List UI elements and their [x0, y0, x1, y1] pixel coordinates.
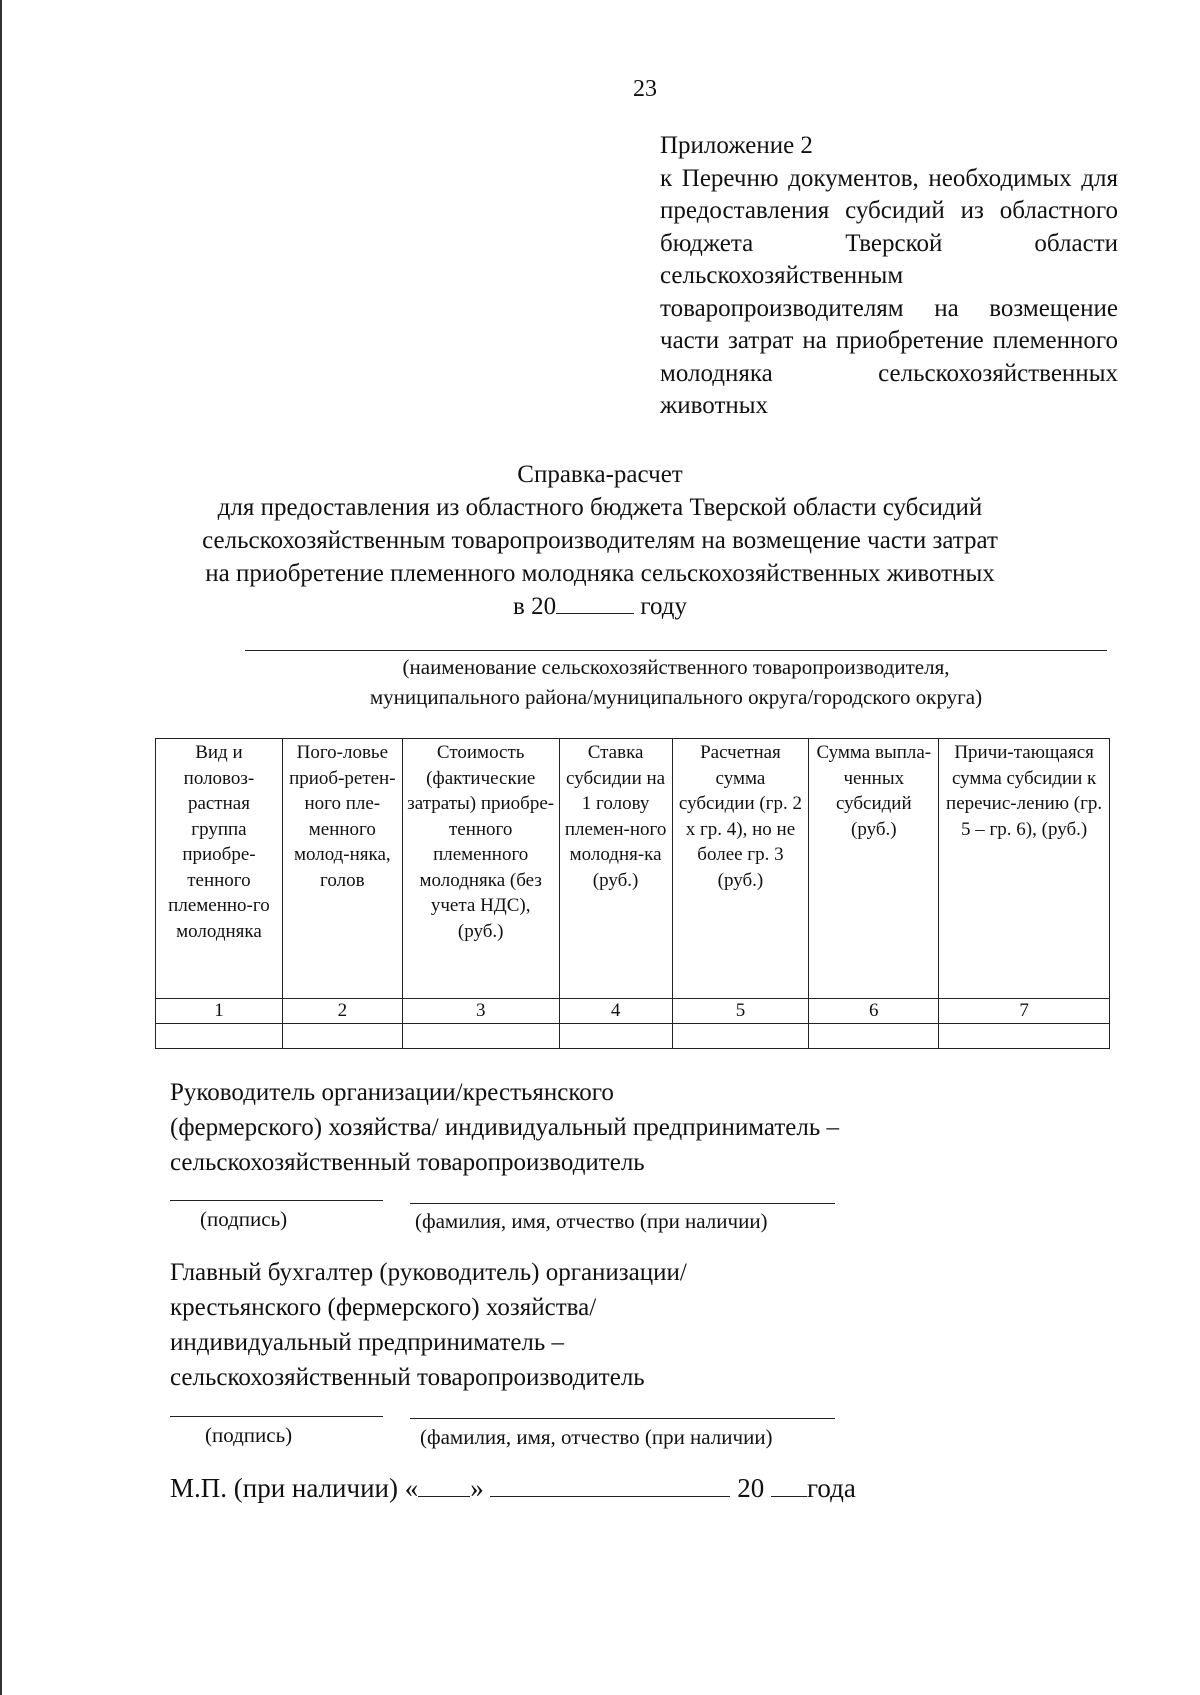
- caption-line: муниципального района/муниципального округа/городского округа): [369, 685, 983, 709]
- table-row: [156, 1024, 1110, 1049]
- column-number: 4: [559, 999, 672, 1024]
- year-prefix: 20: [737, 1473, 765, 1503]
- page-number: 23: [633, 76, 657, 102]
- signature-text-line: крестьянского (фермерского) хозяйства/: [170, 1294, 597, 1321]
- table-header-row: [156, 739, 1110, 999]
- heading-line: на приобретение племенного молодняка сельскохозяйственных животных: [205, 560, 995, 587]
- caption-line: (наименование сельскохозяйственного товаропроизводителя,: [402, 655, 950, 679]
- header-cell: Пого-ловье приоб-ретен-ного пле-менного молод-няка, голов: [282, 739, 402, 999]
- header-cell: Вид и половоз-растная группа приобре-тенного племенно-го молодняка: [156, 739, 283, 999]
- signature-caption: (подпись): [200, 1207, 288, 1231]
- table-cell[interactable]: [672, 1024, 809, 1049]
- header-cell: Причи-тающаяся сумма субсидии к перечис-лению (гр. 5 – гр. 6), (руб.): [939, 739, 1110, 999]
- column-number-row: [156, 999, 1110, 1024]
- table-cell[interactable]: [156, 1024, 283, 1049]
- signature-text-line: сельскохозяйственный товаропроизводитель: [170, 1364, 645, 1391]
- column-number: 1: [156, 999, 283, 1024]
- year-prefix: в 20: [513, 593, 557, 620]
- heading-line: сельскохозяйственным товаропроизводителям на возмещение части затрат: [202, 527, 998, 554]
- header-cell: Сумма выпла-ченных субсидий (руб.): [809, 739, 939, 999]
- signature-text-line: индивидуальный предприниматель –: [170, 1329, 565, 1356]
- year-suffix: года: [806, 1473, 856, 1503]
- table-cell[interactable]: [559, 1024, 672, 1049]
- signature-text-line: (фермерского) хозяйства/ индивидуальный предприниматель –: [170, 1114, 839, 1141]
- table-cell[interactable]: [939, 1024, 1110, 1049]
- producer-name-caption: [245, 652, 1107, 712]
- header-cell: Стоимость (фактические затраты) приобре-тенного племенного молодняка (без учета НДС), (руб.): [402, 739, 559, 999]
- head-signature-line[interactable]: [170, 1200, 383, 1201]
- year-suffix: году: [640, 593, 687, 620]
- appendix-text: к Перечню документов, необходимых для предоставления субсидий из областного бюджета Тверской области сельскохозяйственным товаропроизводителям на возмещение части затрат на приобретение племенного молодняка сельскохозяйственных животных: [660, 164, 1118, 419]
- year-blank[interactable]: [771, 1474, 807, 1497]
- column-number: 6: [809, 999, 939, 1024]
- calculation-table: [155, 738, 1110, 1049]
- accountant-signature-line[interactable]: [170, 1416, 383, 1417]
- accountant-signature-text: [170, 1255, 970, 1395]
- column-number: 2: [282, 999, 402, 1024]
- stamp-label: М.П. (при наличии) «: [170, 1473, 419, 1503]
- stamp-date-line: [170, 1473, 856, 1504]
- month-blank[interactable]: [490, 1474, 730, 1497]
- signature-text-line: Руководитель организации/крестьянского: [170, 1079, 614, 1106]
- signature-text-line: Главный бухгалтер (руководитель) организации/: [170, 1259, 687, 1286]
- signature-caption: (подпись): [205, 1423, 293, 1447]
- heading-year: [150, 590, 1050, 623]
- column-number: 5: [672, 999, 809, 1024]
- document-heading: [150, 458, 1050, 623]
- day-blank[interactable]: [418, 1474, 470, 1497]
- heading-line: для предоставления из областного бюджета Тверской области субсидий: [217, 494, 983, 521]
- name-caption: (фамилия, имя, отчество (при наличии): [415, 1209, 768, 1233]
- head-name-line[interactable]: [410, 1203, 835, 1204]
- appendix-block: [660, 130, 1118, 423]
- heading-title: Справка-расчет: [517, 461, 683, 488]
- header-cell: Расчетная сумма субсидии (гр. 2 х гр. 4), но не более гр. 3 (руб.): [672, 739, 809, 999]
- producer-name-line[interactable]: [245, 650, 1107, 651]
- year-blank[interactable]: [556, 591, 634, 614]
- column-number: 3: [402, 999, 559, 1024]
- appendix-title: Приложение 2: [660, 132, 813, 159]
- head-signature-text: [170, 1075, 970, 1180]
- quote-close: »: [470, 1473, 484, 1503]
- scan-edge-line: [0, 0, 2, 1695]
- signature-text-line: сельскохозяйственный товаропроизводитель: [170, 1149, 645, 1176]
- table-cell[interactable]: [282, 1024, 402, 1049]
- name-caption: (фамилия, имя, отчество (при наличии): [420, 1425, 773, 1449]
- accountant-name-line[interactable]: [410, 1418, 835, 1419]
- table-cell[interactable]: [402, 1024, 559, 1049]
- table-cell[interactable]: [809, 1024, 939, 1049]
- header-cell: Ставка субсидии на 1 голову племен-ного молодня-ка (руб.): [559, 739, 672, 999]
- column-number: 7: [939, 999, 1110, 1024]
